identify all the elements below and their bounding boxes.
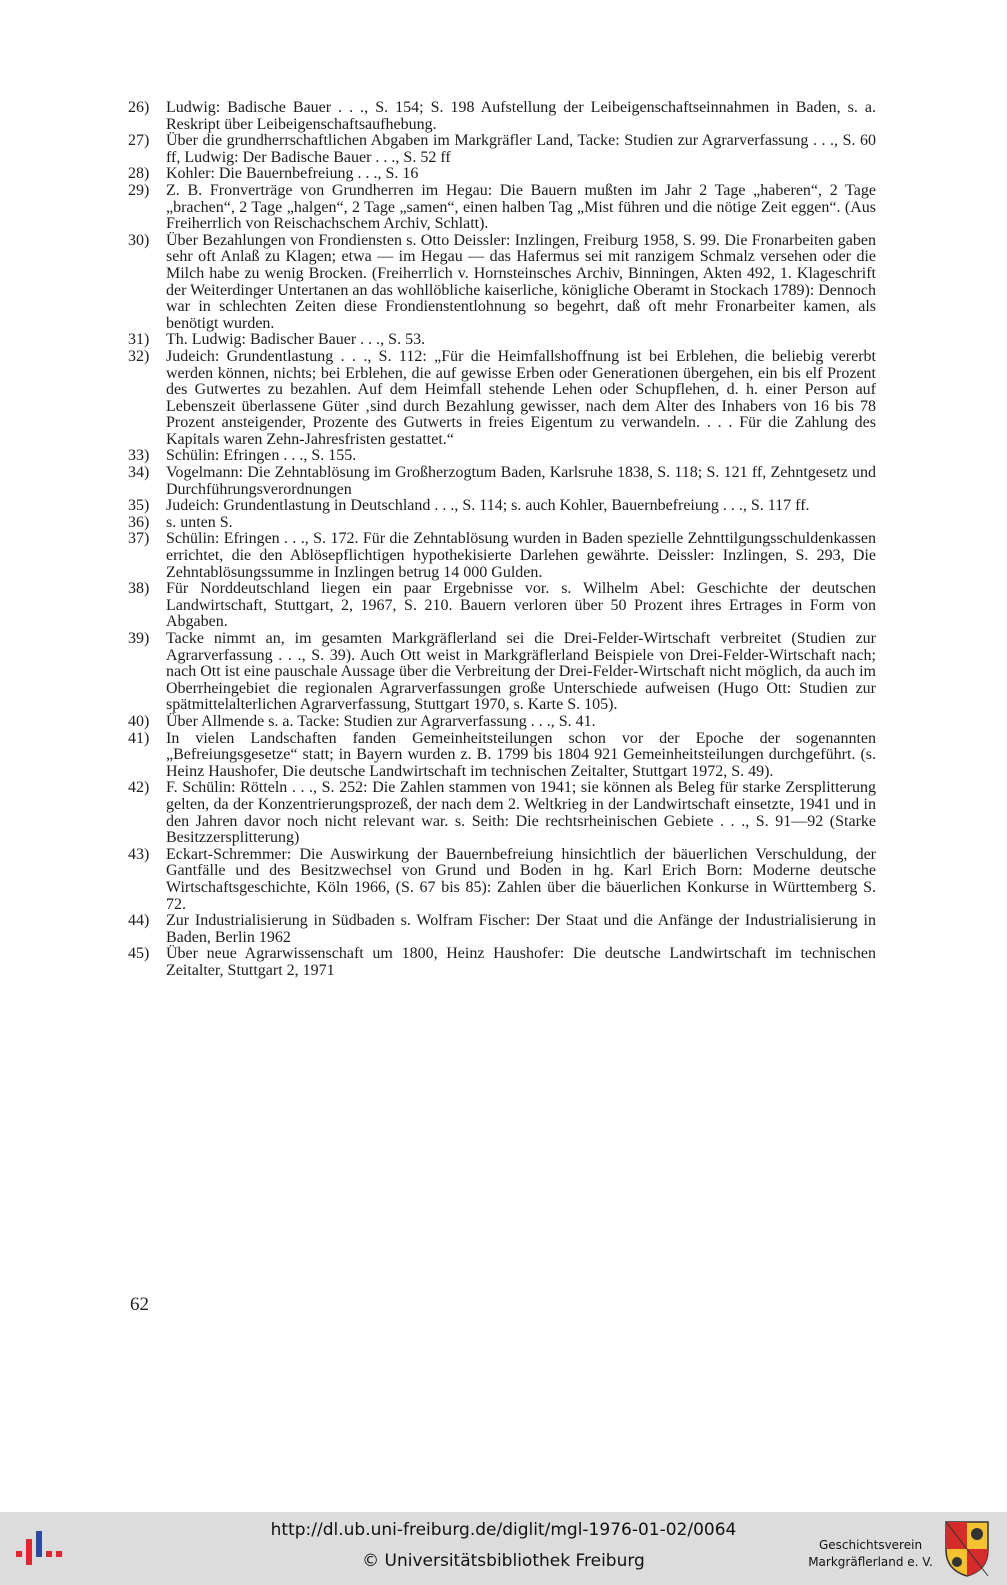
footnote bbox=[128, 531, 876, 581]
footnote-text: Über neue Agrarwissenschaft um 1800, Heinz Haushofer: Die deutsche Landwirtschaft im technischen Zeitalter, Stuttgart 2, 1971 bbox=[166, 945, 876, 979]
society-name bbox=[808, 1537, 933, 1571]
footnote-text: Vogelmann: Die Zehntablösung im Großherzogtum Baden, Karlsruhe 1838, S. 118; S. 121 ff, Zehntgesetz und Durchführungsverordnungen bbox=[166, 464, 876, 498]
footnote-number: 28) bbox=[128, 165, 150, 183]
footnote bbox=[128, 183, 876, 233]
footnote bbox=[128, 448, 876, 465]
footnote-number: 32) bbox=[128, 347, 150, 365]
footnote bbox=[128, 946, 876, 979]
footnote-text: Über die grundherrschaftlichen Abgaben im Markgräfler Land, Tacke: Studien zur Agrarverfassung . . ., S. 60 ff, Ludwig: Der Badische Bauer . . ., S. 52 ff bbox=[166, 132, 876, 166]
footnote-text: Kohler: Die Bauernbefreiung . . ., S. 16 bbox=[166, 165, 419, 183]
footnote-number: 45) bbox=[128, 945, 150, 963]
footer-url-link[interactable]: http://dl.ub.uni-freiburg.de/diglit/mgl-1976-01-02/0064 bbox=[270, 1520, 737, 1540]
footnote-text: s. unten S. bbox=[166, 513, 233, 531]
footnote-number: 33) bbox=[128, 447, 150, 465]
footnote-number: 35) bbox=[128, 497, 150, 515]
footnote bbox=[128, 166, 876, 183]
footnote-text: Z. B. Fronverträge von Grundherren im Hegau: Die Bauern mußten im Jahr 2 Tage „haberen“, 2 Tage „brachen“, 2 Tage „halgen“, 2 Tage „samen“, einen halben Tag „Mist führen und die nötige Zeit eggen“. (Aus Freiherrlich von Reischachschem Archiv, Schlatt). bbox=[166, 181, 876, 233]
footnote-number: 36) bbox=[128, 513, 150, 531]
footnote bbox=[128, 780, 876, 846]
footnote-list bbox=[128, 100, 876, 979]
footnote-text: Judeich: Grundentlastung . . ., S. 112: „Für die Heimfallshoffnung ist bei Erblehen, die beliebig vererbt werden können, nichts; bei Erblehen, die auf gewisse Erben oder Generationen übergehen, ein bis elf Prozent des Gutwertes zu bezahlen. Auf dem Heimfall stehende Lehen oder Schupflehen, d. h. einer Person auf Lebenszeit überlassene Güter ‚sind durch Bezahlung gewisser, nach dem Alter des Inhabers von 16 bis 78 Prozent ansteigender, Prozente des Gutwerts in freies Eigentum zu verwandeln. . . . Für die Zahlung des Kapitals waren Zehn-Jahresfristen gestattet.“ bbox=[166, 347, 876, 448]
footnote-number: 26) bbox=[128, 99, 150, 116]
footnote-number: 42) bbox=[128, 779, 150, 797]
footnote bbox=[128, 498, 876, 515]
footnote-text: Th. Ludwig: Badischer Bauer . . ., S. 53. bbox=[166, 331, 426, 349]
footnote-number: 27) bbox=[128, 132, 150, 150]
society-name-line1: Geschichtsverein bbox=[818, 1538, 923, 1552]
footnote-number: 44) bbox=[128, 912, 150, 930]
footnote bbox=[128, 913, 876, 946]
society-name-line2: Markgräflerland e. V. bbox=[808, 1555, 933, 1569]
footnote-text: Schülin: Efringen . . ., S. 155. bbox=[166, 447, 357, 465]
footnote bbox=[128, 332, 876, 349]
footnote-number: 38) bbox=[128, 580, 150, 598]
footnote-text: Für Norddeutschland liegen ein paar Ergebnisse vor. s. Wilhelm Abel: Geschichte der deutschen Landwirtschaft, Stuttgart, 2, 1967, S. 210. Bauern verloren über 50 Prozent ihres Ertrages in Form von Abgaben. bbox=[166, 580, 876, 631]
footnote bbox=[128, 631, 876, 714]
footnote-text: Ludwig: Badische Bauer . . ., S. 154; S. 198 Aufstellung der Leibeigenschaftseinnahmen in Baden, s. a. Reskript über Leibeigenschaftsaufhebung. bbox=[166, 99, 876, 133]
footnote bbox=[128, 581, 876, 631]
footnote bbox=[128, 714, 876, 731]
footnote-text: In vielen Landschaften fanden Gemeinheitsteilungen schon vor der Epoche der sogenannten „Befreiungsgesetze“ statt; in Bayern wurden z. B. 1799 bis 1804 921 Gemeinheitsteilungen durchgeführt. (s. Heinz Haushofer, Die deutsche Landwirtschaft im technischen Zeitalter, Stuttgart 1972, S. 49). bbox=[166, 729, 876, 780]
footnote-text: Eckart-Schremmer: Die Auswirkung der Bauernbefreiung hinsichtlich der bäuerlichen Verschuldung, der Gantfälle und des Besitzwechsel von Grund und Boden in hg. Karl Erich Born: Moderne deutsche Wirtschaftsgeschichte, Köln 1966, (S. 67 bis 85): Zahlen über die bäuerlichen Konkurse in Württemberg S. 72. bbox=[166, 845, 876, 913]
coat-of-arms-icon bbox=[944, 1520, 990, 1578]
footnote-number: 31) bbox=[128, 331, 150, 349]
page-number: 62 bbox=[130, 1294, 149, 1315]
footnote-number: 40) bbox=[128, 712, 150, 730]
footnote-text: F. Schülin: Rötteln . . ., S. 252: Die Zahlen stammen von 1941; sie können als Beleg für starke Zersplitterung gelten, da der Konzentrierungsprozeß, der nach dem 2. Weltkrieg in der Landwirtschaft einsetzte, 1941 und in den Jahren davor noch nicht relevant war. s. Seith: Die rechtsrheinischen Gebiete . . ., S. 91—92 (Starke Besitzzersplitterung) bbox=[166, 779, 876, 847]
footnote bbox=[128, 847, 876, 913]
footnote bbox=[128, 100, 876, 133]
footnote-number: 41) bbox=[128, 729, 150, 747]
footnote-text: Tacke nimmt an, im gesamten Markgräflerland sei die Drei-Felder-Wirtschaft verbreitet (Studien zur Agrarverfassung . . ., S. 39). Auch Ott weist in Markgräflerland Beispiele von Drei-Felder-Wirtschaft nach; nach Ott ist eine pauschale Aussage über die Verbreitung der Drei-Felder-Wirtschaft nicht möglich, da auch im Oberrheingebiet die regionalen Agrarverfassungen große Unterschiede aufweisen (Hugo Ott: Studien zur spätmittelalterlichen Agrarverfassung, Stuttgart 1970, s. Karte S. 105). bbox=[166, 630, 876, 714]
footnote bbox=[128, 515, 876, 532]
footnote-number: 37) bbox=[128, 530, 150, 548]
footnote bbox=[128, 349, 876, 449]
footnote-number: 29) bbox=[128, 181, 150, 199]
footnote bbox=[128, 731, 876, 781]
footer-copyright: © Universitätsbibliothek Freiburg bbox=[362, 1551, 645, 1571]
footnote-text: Über Bezahlungen von Frondiensten s. Otto Deissler: Inzlingen, Freiburg 1958, S. 99. Die Fronarbeiten gaben sehr oft Anlaß zu Klagen; etwa — im Hegau — das Hafermus sei mit ranzigem Schmalz versehen oder die Milch habe zu wenig Brocken. (Freiherrlich v. Hornsteinsches Archiv, Binningen, Akten 492, 1. Klageschrift der Weiterdinger Untertanen an das wohllöbliche kaiserliche, königliche Oberamt in Stockach 1789): Dennoch war in schlechten Zeiten diese Frondienstentlohnung so begehrt, daß oft mehr Fronarbeiter kamen, als benötigt wurden. bbox=[166, 231, 876, 332]
footer-bar bbox=[0, 1512, 1007, 1585]
footnote-number: 39) bbox=[128, 630, 150, 647]
footnote-number: 30) bbox=[128, 231, 150, 249]
footnote bbox=[128, 233, 876, 333]
footnote-number: 43) bbox=[128, 845, 150, 863]
footnote-text: Judeich: Grundentlastung in Deutschland . . ., S. 114; s. auch Kohler, Bauernbefreiung . . ., S. 117 ff. bbox=[166, 497, 810, 515]
footnote-text: Über Allmende s. a. Tacke: Studien zur Agrarverfassung . . ., S. 41. bbox=[166, 712, 596, 730]
footnote-text: Zur Industrialisierung in Südbaden s. Wolfram Fischer: Der Staat und die Anfänge der Industrialisierung in Baden, Berlin 1962 bbox=[166, 912, 876, 946]
footnote bbox=[128, 465, 876, 498]
footnote bbox=[128, 133, 876, 166]
footnote-text: Schülin: Efringen . . ., S. 172. Für die Zehntablösung wurden in Baden spezielle Zehnttilgungsschuldenkassen errichtet, die den Ablösepflichtigen hypothekisierte Darlehen gewährte. Deissler: Inzlingen, S. 293, Die Zehntablösungssumme in Inzlingen betrug 14 000 Gulden. bbox=[166, 530, 876, 581]
footnote-number: 34) bbox=[128, 464, 150, 482]
